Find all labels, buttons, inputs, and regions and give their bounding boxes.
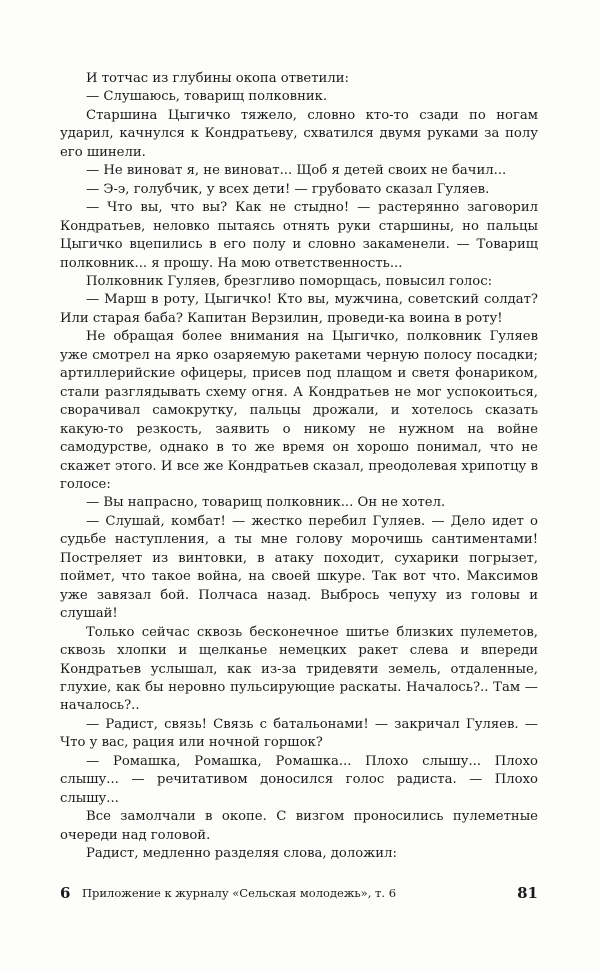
body-text — [60, 70, 538, 863]
signature-text: Приложение к журналу «Сельская молодежь», т. 6 — [82, 886, 397, 900]
page-number: 81 — [517, 884, 538, 902]
paragraph: Радист, медленно разделяя слова, доложил: — [86, 846, 397, 862]
paragraph: — Ромашка, Ромашка, Ромашка... Плохо слышу... Плохо слышу... — речитативом доносился голос радиста. — Плохо слышу... — [60, 753, 538, 806]
paragraph: Только сейчас сквозь бесконечное шитье близких пулеметов, сквозь хлопки и щелканье немецких ракет слева и впереди Кондратьев услышал, как из-за тридевяти земель, отдаленные, глухие, как бы неровно пульсирующие раскаты. Началось?.. Там — началось?.. — [60, 624, 538, 714]
paragraph: — Что вы, что вы? Как не стыдно! — растерянно заговорил Кондратьев, неловко пытаясь отнять руки старшины, но пальцы Цыгичко вцепились в его полу и словно закаменели. — Товарищ полковник... я прошу. На мою ответственность... — [60, 200, 538, 271]
paragraph: — Э-э, голубчик, у всех дети! — грубовато сказал Гуляев. — [86, 181, 490, 197]
paragraph: — Марш в роту, Цыгичко! Кто вы, мужчина, советский солдат? Или старая баба? Капитан Верзилин, проведи-ка воина в роту! — [60, 292, 538, 326]
paragraph: — Вы напрасно, товарищ полковник... Он не хотел. — [86, 495, 446, 511]
paragraph: Не обращая более внимания на Цыгичко, полковник Гуляев уже смотрел на ярко озаряемую ракетами черную полосу посадки; артиллерийские офицеры, присев под плащом и светя фонариком, стали разглядывать схему огня. А Кондратьев не мог успокоиться, сворачивал самокрутку, пальцы дрожали, и хотелось сказать какую-то резкость, заявить о никому не нужном на войне самодурстве, однако в то же время он хорошо понимал, что не скажет этого. И все же Кондратьев сказал, преодолевая хрипотцу в голосе: — [60, 329, 538, 492]
paragraph: И тотчас из глубины окопа ответили: — [86, 71, 349, 86]
paragraph: Все замолчали в окопе. С визгом проносились пулеметные очереди над головой. — [60, 809, 538, 843]
paragraph: — Слушай, комбат! — жестко перебил Гуляев. — Дело идет о судьбе наступления, а ты мне голову морочишь сантиментами! Постреляет из винтовки, в атаку походит, сухарики погрызет, поймет, что такое война, на своей шкуре. Так вот что. Максимов уже завязал бой. Полчаса назад. Выбрось чепуху из головы и слушай! — [60, 513, 538, 622]
paragraph: — Слушаюсь, товарищ полковник. — [86, 89, 328, 105]
paragraph: Старшина Цыгичко тяжело, словно кто-то сзади по ногам ударил, качнулся к Кондратьеву, схватился двумя руками за полу его шинели. — [60, 107, 538, 160]
paragraph: — Радист, связь! Связь с батальонами! — закричал Гуляев. — Что у вас, рация или ночной горшок? — [60, 716, 538, 751]
paragraph: — Не виноват я, не виноват... Щоб я детей своих не бачил... — [86, 163, 507, 179]
page-footer — [60, 884, 538, 906]
signature-number: 6 — [60, 884, 71, 902]
paragraph: Полковник Гуляев, брезгливо поморщась, повысил голос: — [86, 273, 493, 289]
